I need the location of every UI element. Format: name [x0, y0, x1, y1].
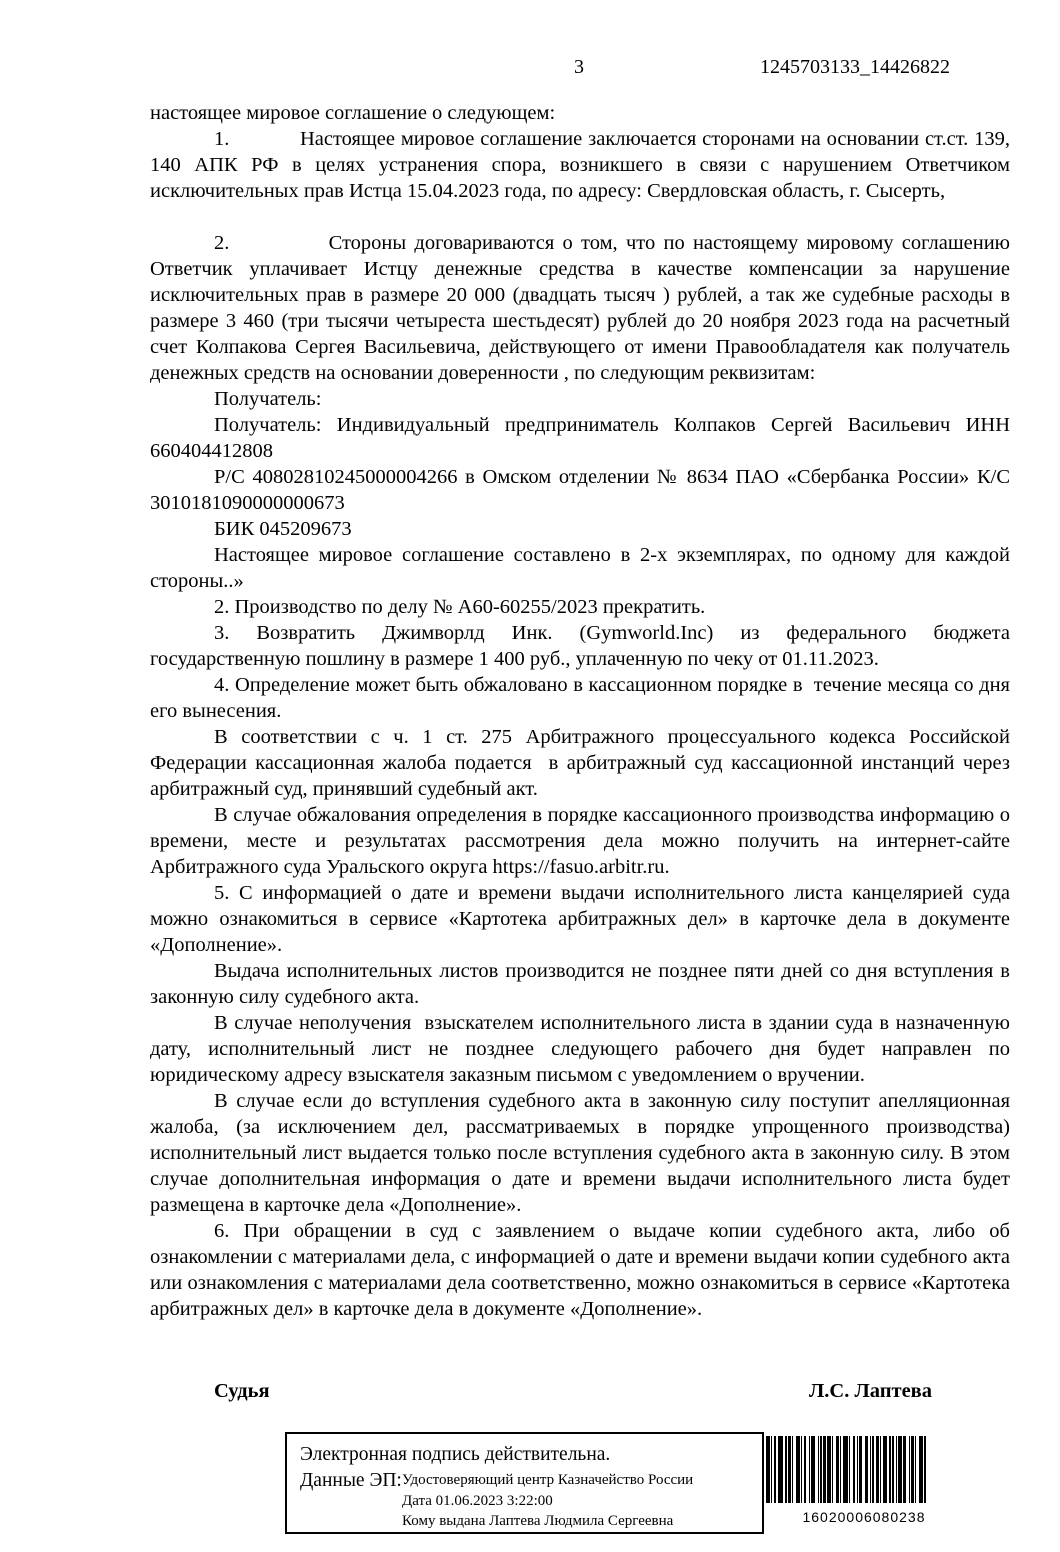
barcode	[766, 1436, 962, 1530]
paragraph: В случае обжалования определения в порядке кассационного производства информацию о времени, месте и результатах рассмотрения дела можно получить на интернет-сайте Арбитражного суда Уральского округа https://fasuo.arbitr.ru.	[150, 804, 1010, 878]
paragraph: 2. Производство по делу № А60-60255/2023 прекратить.	[214, 596, 706, 618]
paragraph-list	[150, 100, 1010, 1322]
paragraph: Р/С 40802810245000004266 в Омском отделении № 8634 ПАО «Сбербанка России» К/С 3010181090000000673	[150, 466, 1010, 514]
esign-data-label: Данные ЭП:	[300, 1470, 402, 1491]
document-body	[150, 100, 1010, 1552]
paragraph: В соответствии с ч. 1 ст. 275 Арбитражного процессуального кодекса Российской Федерации кассационная жалоба подается в арбитражный суд кассационной инстанций через арбитражный суд, принявший судебный акт.	[150, 726, 1010, 800]
esign-data-row	[300, 1470, 762, 1532]
paragraph: 1. Настоящее мировое соглашение заключается сторонами на основании ст.ст. 139, 140 АПК РФ в целях устранения спора, возникшего в связи с нарушением Ответчиком исключительных прав Истца 15.04.2023 года, по адресу: Свердловская область, г. Сысерть,	[150, 128, 1010, 202]
signature-role: Судья	[214, 1380, 270, 1402]
document-id: 1245703133_14426822	[760, 56, 950, 78]
page-header	[150, 56, 1008, 84]
paragraph: Получатель:	[214, 388, 322, 410]
signature-row	[150, 1378, 1010, 1406]
paragraph: Получатель: Индивидуальный предприниматель Колпаков Сергей Васильевич ИНН 660404412808	[150, 414, 1010, 462]
barcode-bars	[766, 1436, 962, 1503]
signature-name: Л.С. Лаптева	[808, 1380, 932, 1402]
paragraph: 4. Определение может быть обжаловано в кассационном порядке в течение месяца со дня его вынесения.	[150, 674, 1010, 722]
esign-area	[150, 1432, 1010, 1552]
paragraph: 2. Стороны договариваются о том, что по настоящему мировому соглашению Ответчик уплачивает Истцу денежные средства в качестве компенсации за нарушение исключительных прав в размере 20 000 (двадцать тысяч ) рублей, а так же судебные расходы в размере 3 460 (три тысячи четыреста шестьдесят) рублей до 20 ноября 2023 года на расчетный счет Колпакова Сергея Васильевича, действующего от имени Правообладателя как получатель денежных средств на основании доверенности , по следующим реквизитам:	[150, 232, 1010, 384]
paragraph: 3. Возвратить Джимворлд Инк. (Gymworld.Inc) из федерального бюджета государственную пошлину в размере 1 400 руб., уплаченную по чеку от 01.11.2023.	[150, 622, 1010, 670]
paragraph: В случае неполучения взыскателем исполнительного листа в здании суда в назначенную дату, исполнительный лист не позднее следующего рабочего дня будет направлен по юридическому адресу взыскателя заказным письмом с уведомлением о вручении.	[150, 1012, 1010, 1086]
paragraph: В случае если до вступления судебного акта в законную силу поступит апелляционная жалоба, (за исключением дел, рассматриваемых в порядке упрощенного производства) исполнительный лист выдается только после вступления судебного акта в законную силу. В этом случае дополнительная информация о дате и времени выдачи исполнительного листа будет размещена в карточке дела «Дополнение».	[150, 1090, 1010, 1216]
esign-valid-text: Электронная подпись действительна.	[300, 1444, 611, 1465]
esign-details	[402, 1470, 693, 1532]
paragraph: настоящее мировое соглашение о следующем:	[150, 102, 556, 124]
esign-box	[285, 1432, 764, 1534]
barcode-number: 16020006080238	[802, 1509, 926, 1525]
paragraph: 5. С информацией о дате и времени выдачи исполнительного листа канцелярией суда можно ознакомиться в сервисе «Картотека арбитражных дел» в карточке дела в документе «Дополнение».	[150, 882, 1010, 956]
esign-detail-line: Дата 01.06.2023 3:22:00	[402, 1492, 553, 1509]
esign-detail-line: Кому выдана Лаптева Людмила Сергеевна	[402, 1513, 674, 1529]
paragraph: Выдача исполнительных листов производится не позднее пяти дней со дня вступления в законную силу судебного акта.	[150, 960, 1010, 1008]
paragraph: Настоящее мировое соглашение составлено в 2-х экземплярах, по одному для каждой стороны..»	[150, 544, 1010, 592]
paragraph: БИК 045209673	[214, 518, 352, 540]
esign-detail-line: Удостоверяющий центр Казначейство России	[402, 1472, 694, 1488]
page-number: 3	[574, 56, 584, 78]
paragraph: 6. При обращении в суд с заявлением о выдаче копии судебного акта, либо об ознакомлении с материалами дела, с информацией о дате и времени выдачи копии судебного акта или ознакомления с материалами дела соответственно, можно ознакомиться в сервисе «Картотека арбитражных дел» в карточке дела в документе «Дополнение».	[150, 1220, 1010, 1320]
